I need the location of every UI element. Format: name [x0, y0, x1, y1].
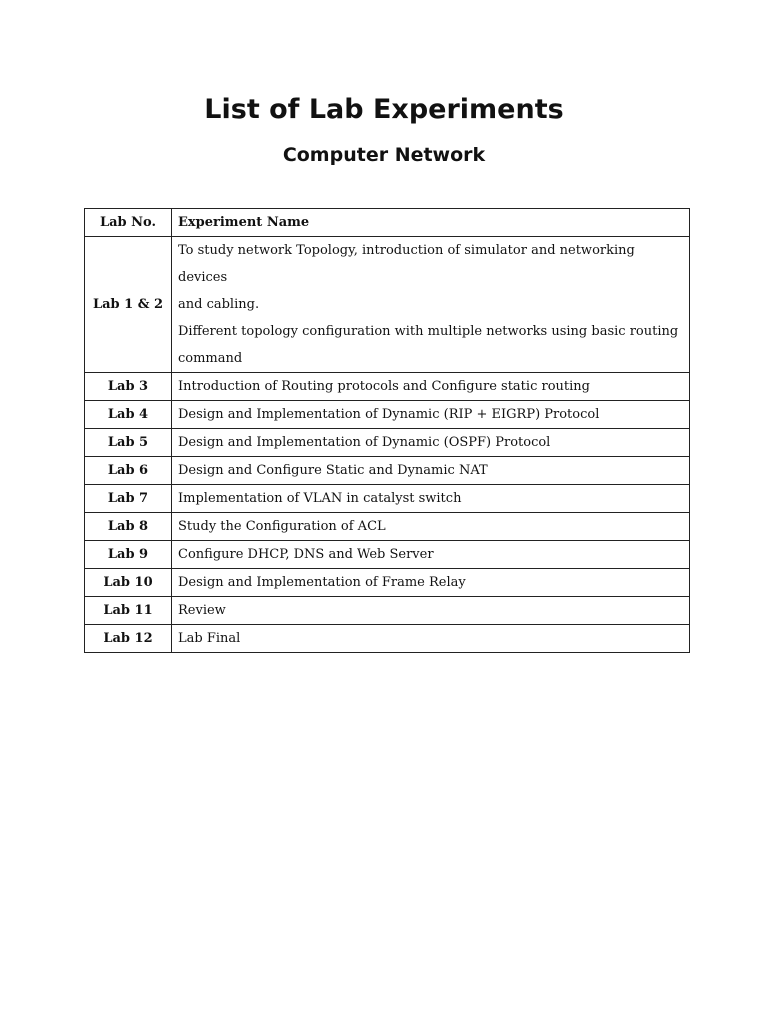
- lab-no-cell: Lab 4: [85, 401, 172, 429]
- lab-no-cell: Lab 8: [85, 513, 172, 541]
- table-row: [85, 373, 690, 401]
- table-header-row: [85, 209, 690, 237]
- experiment-name-cell: Review: [172, 597, 690, 625]
- experiment-name-cell: Design and Implementation of Dynamic (RIP + EIGRP) Protocol: [172, 401, 690, 429]
- lab-no-cell: Lab 3: [85, 373, 172, 401]
- experiment-name-cell: Study the Configuration of ACL: [172, 513, 690, 541]
- experiment-name-line: command: [178, 351, 243, 366]
- lab-experiments-table: [84, 208, 690, 653]
- page-subtitle: Computer Network: [282, 144, 486, 166]
- table-row: [85, 569, 690, 597]
- header-lab-no: Lab No.: [85, 209, 172, 237]
- experiment-name-cell: Lab Final: [172, 625, 690, 653]
- table-row: [85, 401, 690, 429]
- experiment-name-cell: Design and Implementation of Dynamic (OSPF) Protocol: [172, 429, 690, 457]
- table-row: [85, 429, 690, 457]
- experiment-name-cell: Implementation of VLAN in catalyst switch: [172, 485, 690, 513]
- lab-no-cell: Lab 10: [85, 569, 172, 597]
- experiment-name-line: and cabling.: [178, 297, 260, 312]
- table-row: [85, 625, 690, 653]
- lab-no-cell: Lab 11: [85, 597, 172, 625]
- experiment-name-cell: Design and Configure Static and Dynamic NAT: [172, 457, 690, 485]
- table-row: [85, 513, 690, 541]
- lab-no-cell: Lab 1 & 2: [85, 237, 172, 373]
- experiment-name-line: To study network Topology, introduction of simulator and networking devices: [178, 243, 635, 285]
- experiment-name-cell: Design and Implementation of Frame Relay: [172, 569, 690, 597]
- lab-no-cell: Lab 12: [85, 625, 172, 653]
- table-row: [85, 237, 690, 373]
- table-row: [85, 485, 690, 513]
- table-row: [85, 597, 690, 625]
- page-title: List of Lab Experiments: [204, 94, 564, 125]
- lab-no-cell: Lab 7: [85, 485, 172, 513]
- header-experiment-name: Experiment Name: [172, 209, 690, 237]
- experiment-name-line: Different topology configuration with multiple networks using basic routing: [178, 324, 679, 339]
- experiment-name-cell: Configure DHCP, DNS and Web Server: [172, 541, 690, 569]
- experiment-name-cell: Introduction of Routing protocols and Configure static routing: [172, 373, 690, 401]
- lab-no-cell: Lab 9: [85, 541, 172, 569]
- lab-no-cell: Lab 6: [85, 457, 172, 485]
- table-row: [85, 541, 690, 569]
- experiment-name-cell: [172, 237, 690, 373]
- lab-no-cell: Lab 5: [85, 429, 172, 457]
- table-row: [85, 457, 690, 485]
